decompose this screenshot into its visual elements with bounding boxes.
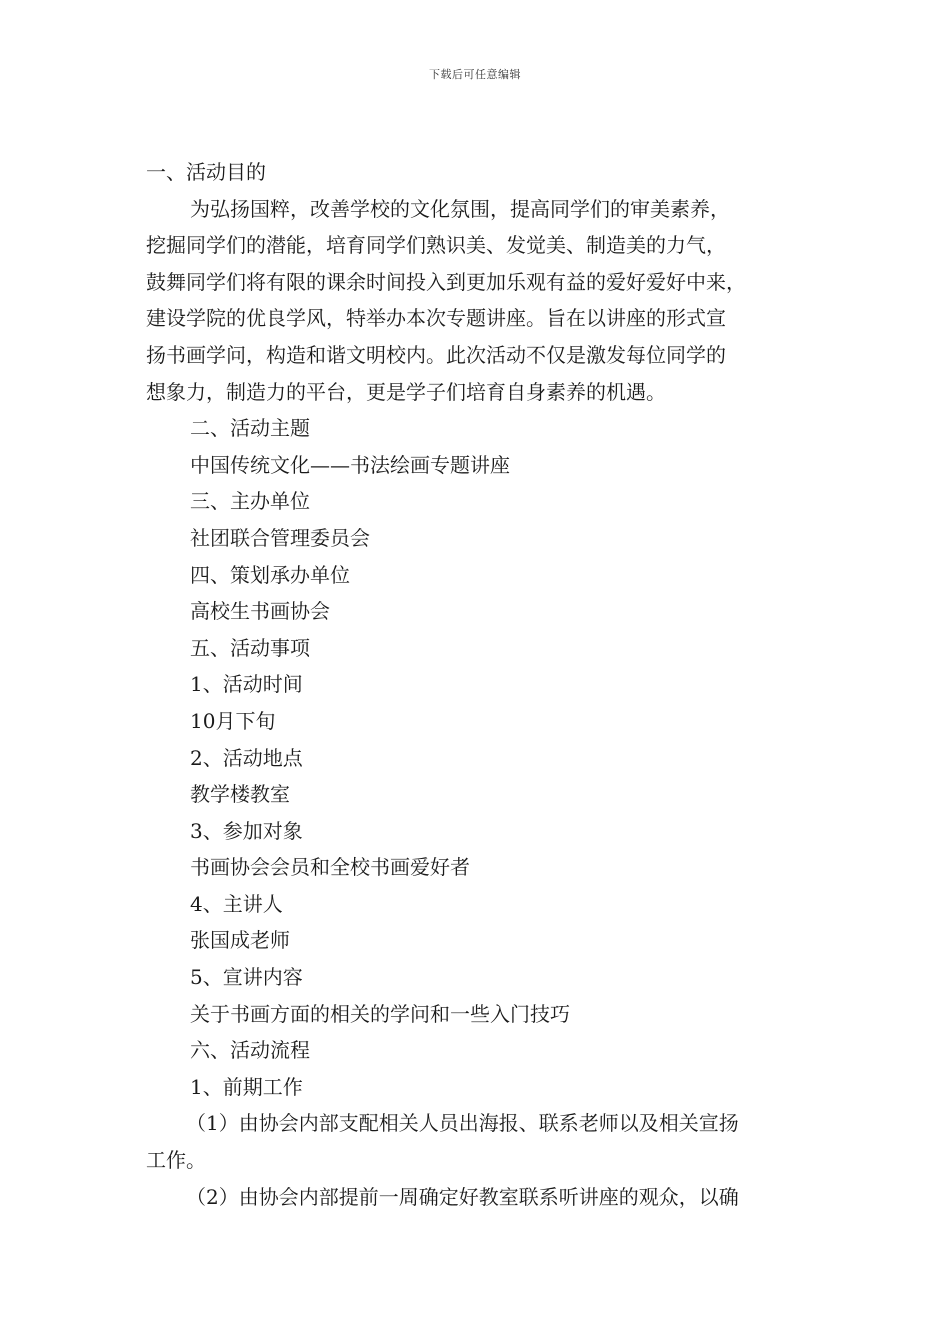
item-text-audience: 书画协会会员和全校书画爱好者 [190,855,470,880]
theme-text: 中国传统文化——书法绘画专题讲座 [190,452,510,477]
paragraph-line: 为弘扬国粹，改善学校的文化氛围，提高同学们的审美素养， [190,196,730,221]
paragraph-line: 扬书画学问，构造和谐文明校内。此次活动不仅是激发每位同学的 [146,342,726,367]
paragraph-line: 工作。 [146,1148,206,1173]
section-heading-purpose: 一、活动目的 [146,160,266,184]
item-heading-prework: 1、前期工作 [190,1074,303,1099]
item-heading-speaker: 4、主讲人 [190,891,283,916]
paragraph-line: （1）由协会内部支配相关人员出海报、联系老师以及相关宣扬 [186,1111,739,1136]
item-heading-audience: 3、参加对象 [190,818,303,843]
section-heading-items: 五、活动事项 [190,635,310,660]
paragraph-line: 想象力，制造力的平台，更是学子们培育自身素养的机遇。 [146,379,666,404]
paragraph-line: （2）由协会内部提前一周确定好教室联系听讲座的观众，以确 [186,1184,739,1209]
section-heading-host: 四、策划承办单位 [190,562,350,587]
item-text-place: 教学楼教室 [190,782,290,807]
item-heading-content: 5、宣讲内容 [190,965,303,990]
item-heading-place: 2、活动地点 [190,745,303,770]
item-text-time: 10月下旬 [190,708,276,733]
paragraph-line: 鼓舞同学们将有限的课余时间投入到更加乐观有益的爱好爱好中来， [146,269,746,294]
paragraph-line: 挖掘同学们的潜能，培育同学们熟识美、发觉美、制造美的力气， [146,233,726,258]
document-body [146,154,826,1215]
section-heading-process: 六、活动流程 [190,1038,310,1063]
item-heading-time: 1、活动时间 [190,672,303,697]
item-text-content: 关于书画方面的相关的学问和一些入门技巧 [190,1001,570,1026]
section-heading-theme: 二、活动主题 [190,416,310,441]
host-text: 高校生书画协会 [190,599,330,624]
section-heading-organizer: 三、主办单位 [190,489,310,514]
page-header: 下载后可任意编辑 [429,68,521,81]
organizer-text: 社团联合管理委员会 [190,525,370,550]
paragraph-line: 建设学院的优良学风，特举办本次专题讲座。旨在以讲座的形式宣 [146,306,726,331]
item-text-speaker: 张国成老师 [190,928,290,953]
